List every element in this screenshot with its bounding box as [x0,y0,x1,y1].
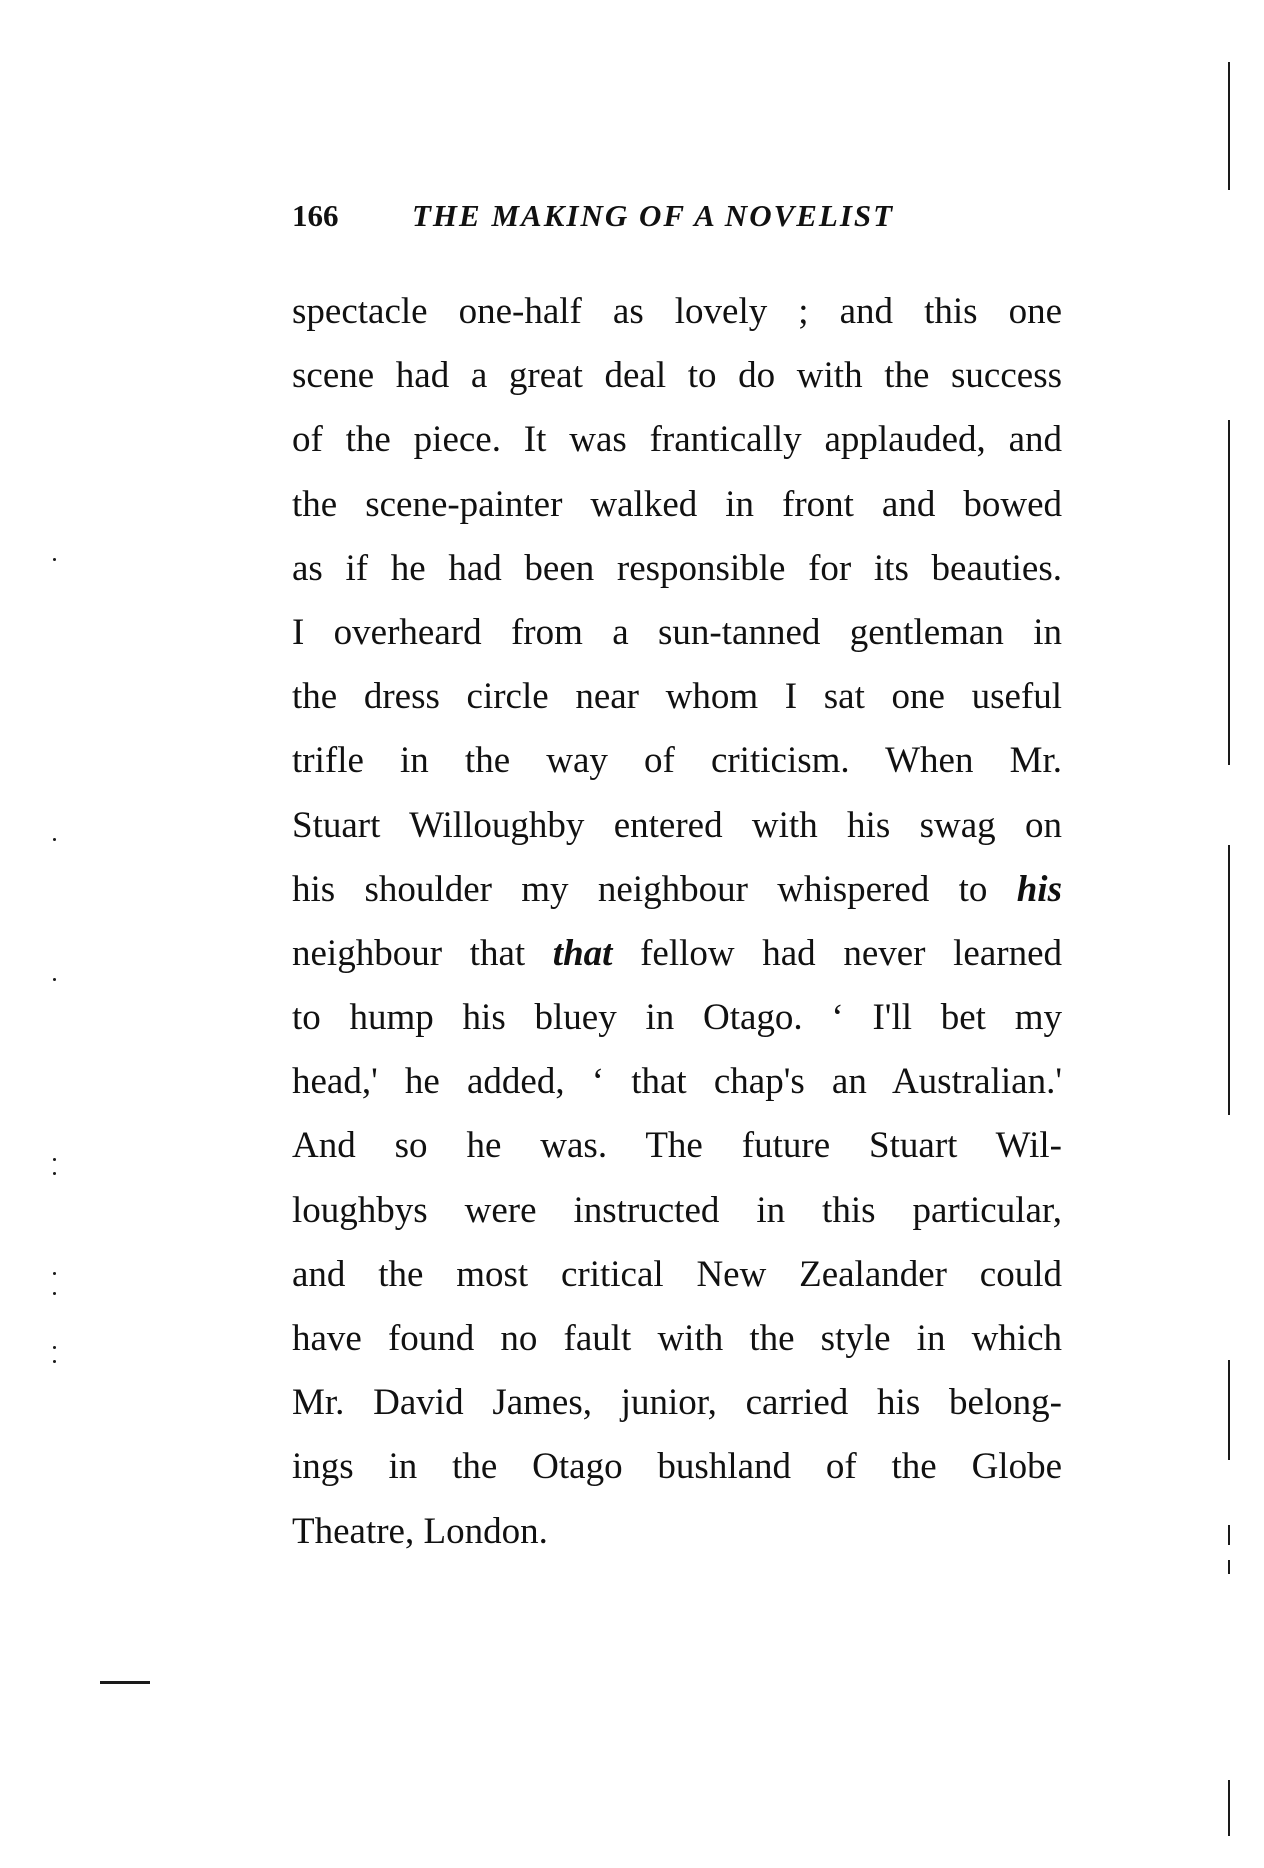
text-line: have found no fault with the style in which [292,1318,1062,1359]
text-line: as if he had been responsible for its beauties. [292,547,1062,589]
text-line: of the piece. It was frantically applauded, and [292,419,1062,461]
body-text [292,280,1062,1564]
text-line: Mr. David James, junior, carried his belong- [292,1382,1062,1424]
text-line: Stuart Willoughby entered with his swag on [292,804,1062,846]
text-line: head,' he added, ‘ that chap's an Australian.' [292,1061,1062,1103]
scan-edge-mark [1228,845,1230,1115]
text-line: trifle in the way of criticism. When Mr. [292,740,1062,782]
scan-speck [53,1272,56,1275]
text-line: I overheard from a sun-tanned gentleman in [292,611,1062,653]
text-line: ings in the Otago bushland of the Globe [292,1446,1062,1488]
running-head [292,198,1067,238]
text-line: to hump his bluey in Otago. ‘ I'll bet my [292,997,1062,1039]
scan-speck [53,1172,56,1175]
scan-speck [53,838,56,841]
text-line: the scene-painter walked in front and bowed [292,483,1062,525]
text-line: neighbour that that fellow had never learned [292,932,1062,974]
scan-speck [53,1292,56,1295]
text-line: the dress circle near whom I sat one useful [292,676,1062,718]
text-line: spectacle one-half as lovely ; and this one [292,291,1062,332]
scan-dash [100,1681,150,1684]
scan-edge-mark [1228,420,1230,765]
italic-word: that [552,932,613,974]
scan-edge-mark [1228,1560,1230,1574]
text-line: and the most critical New Zealander could [292,1253,1062,1295]
scan-speck [53,558,56,561]
scan-edge-mark [1228,1525,1230,1545]
running-title: THE MAKING OF A NOVELIST [412,198,895,233]
scan-speck [53,1158,56,1161]
scan-speck [53,1360,56,1363]
italic-word: his [1016,868,1062,910]
scan-edge-mark [1228,1780,1230,1836]
scan-edge-mark [1228,1360,1230,1460]
scan-speck [53,1346,56,1349]
text-line: Theatre, London. [292,1510,548,1552]
scan-edge-mark [1228,62,1230,190]
text-line: loughbys were instructed in this particular, [292,1189,1062,1231]
page-number: 166 [292,198,339,233]
scan-speck [53,978,56,981]
text-line: scene had a great deal to do with the success [292,355,1062,397]
text-line: And so he was. The future Stuart Wil- [292,1125,1062,1167]
text-line: his shoulder my neighbour whispered to his [292,868,1062,910]
